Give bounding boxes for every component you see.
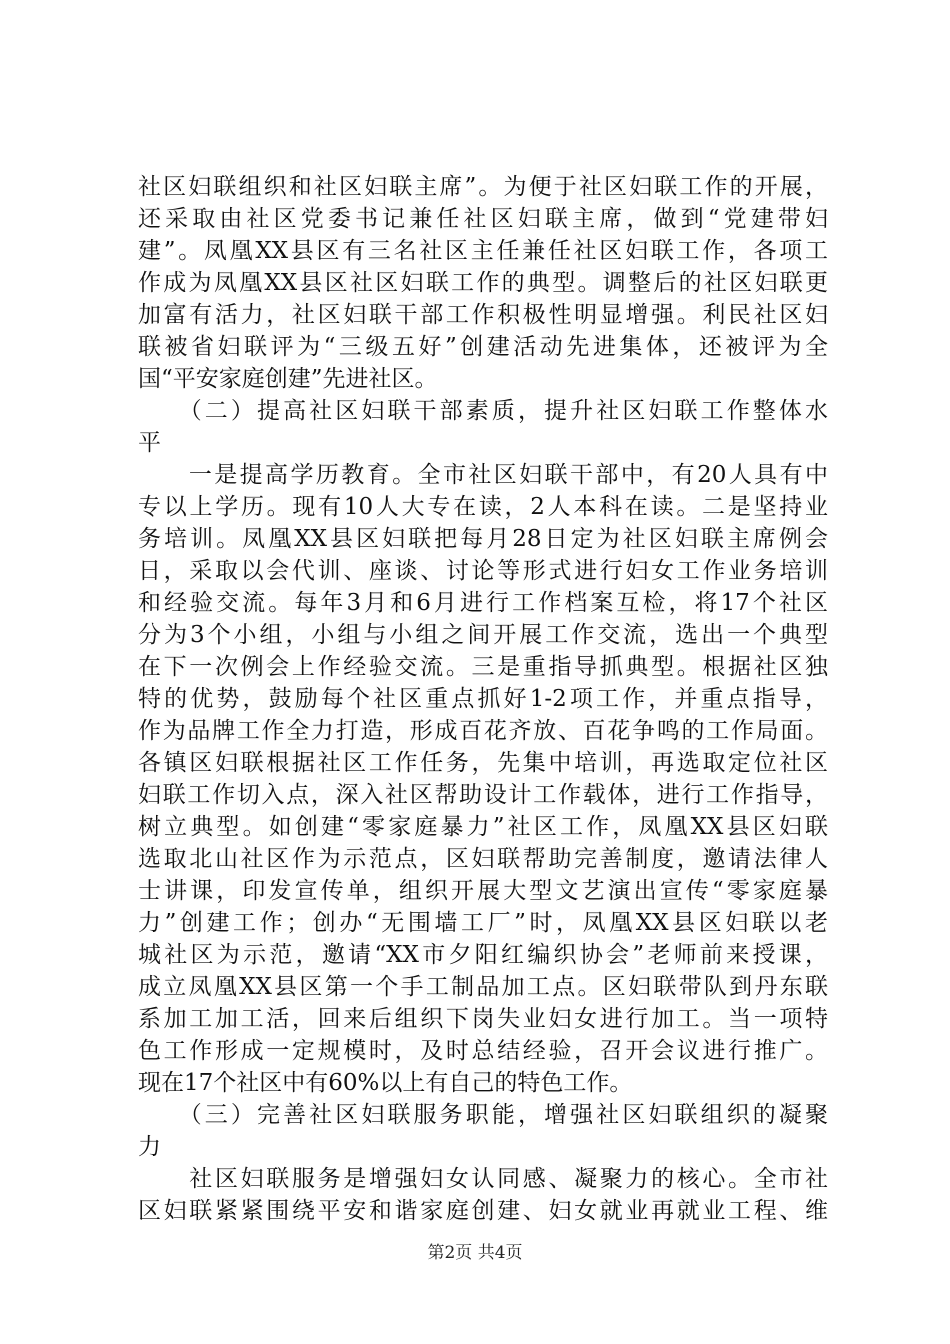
text-line: 还采取由社区党委书记兼任社区妇联主席，做到“党建带妇 [138, 206, 828, 232]
text-line: 现在17个社区中有60%以上有自己的特色工作。 [138, 1070, 633, 1096]
text-line: 务培训。凤凰XX县区妇联把每月28日定为社区妇联主席例会 [138, 526, 828, 552]
text-line: 一是提高学历教育。全市社区妇联干部中，有20人具有中 [138, 462, 828, 488]
text-line: 选取北山社区作为示范点，区妇联帮助完善制度，邀请法律人 [138, 846, 828, 872]
text-line: 树立典型。如创建“零家庭暴力”社区工作，凤凰XX县区妇联 [138, 814, 828, 840]
text-line: 各镇区妇联根据社区工作任务，先集中培训，再选取定位社区 [138, 750, 828, 776]
text-line: 日，采取以会代训、座谈、讨论等形式进行妇女工作业务培训 [138, 558, 828, 584]
text-line: 力 [138, 1134, 161, 1160]
text-line: 特的优势，鼓励每个社区重点抓好1-2项工作，并重点指导， [138, 686, 828, 712]
text-line: 色工作形成一定规模时，及时总结经验，召开会议进行推广。 [138, 1038, 828, 1064]
text-line: 社区妇联组织和社区妇联主席”。为便于社区妇联工作的开展， [138, 174, 828, 200]
text-line: 社区妇联服务是增强妇女认同感、凝聚力的核心。全市社 [138, 1166, 828, 1192]
text-line: 系加工加工活，回来后组织下岗失业妇女进行加工。当一项特 [138, 1006, 828, 1032]
text-line: 区妇联紧紧围绕平安和谐家庭创建、妇女就业再就业工程、维 [138, 1198, 828, 1224]
text-line: 分为3个小组，小组与小组之间开展工作交流，选出一个典型 [138, 622, 828, 648]
text-line: 平 [138, 430, 161, 456]
text-line: 专以上学历。现有10人大专在读，2人本科在读。二是坚持业 [138, 494, 828, 520]
text-line: 士讲课，印发宣传单，组织开展大型文艺演出宣传“零家庭暴 [138, 878, 828, 904]
text-line: 妇联工作切入点，深入社区帮助设计工作载体，进行工作指导， [138, 782, 828, 808]
text-line: 联被省妇联评为“三级五好”创建活动先进集体，还被评为全 [138, 334, 828, 360]
text-line: 在下一次例会上作经验交流。三是重指导抓典型。根据社区独 [138, 654, 828, 680]
text-line: 和经验交流。每年3月和6月进行工作档案互检，将17个社区 [138, 590, 828, 616]
document-body [138, 171, 828, 1227]
text-line: 作为品牌工作全力打造，形成百花齐放、百花争鸣的工作局面。 [138, 718, 828, 744]
text-line: 成立凤凰XX县区第一个手工制品加工点。区妇联带队到丹东联 [138, 974, 828, 1000]
text-line: 力”创建工作；创办“无围墙工厂”时，凤凰XX县区妇联以老 [138, 910, 828, 936]
text-line: （三）完善社区妇联服务职能，增强社区妇联组织的凝聚 [138, 1102, 828, 1128]
page-footer: 第2页 共4页 [427, 1243, 523, 1263]
text-line: 加富有活力，社区妇联干部工作积极性明显增强。利民社区妇 [138, 302, 828, 328]
text-line: 作成为凤凰XX县区社区妇联工作的典型。调整后的社区妇联更 [138, 270, 828, 296]
text-line: 国“平安家庭创建”先进社区。 [138, 366, 438, 392]
text-line: 建”。凤凰XX县区有三名社区主任兼任社区妇联工作，各项工 [138, 238, 828, 264]
text-line: （二）提高社区妇联干部素质，提升社区妇联工作整体水 [138, 398, 828, 424]
text-line: 城社区为示范，邀请“XX市夕阳红编织协会”老师前来授课， [138, 942, 828, 968]
